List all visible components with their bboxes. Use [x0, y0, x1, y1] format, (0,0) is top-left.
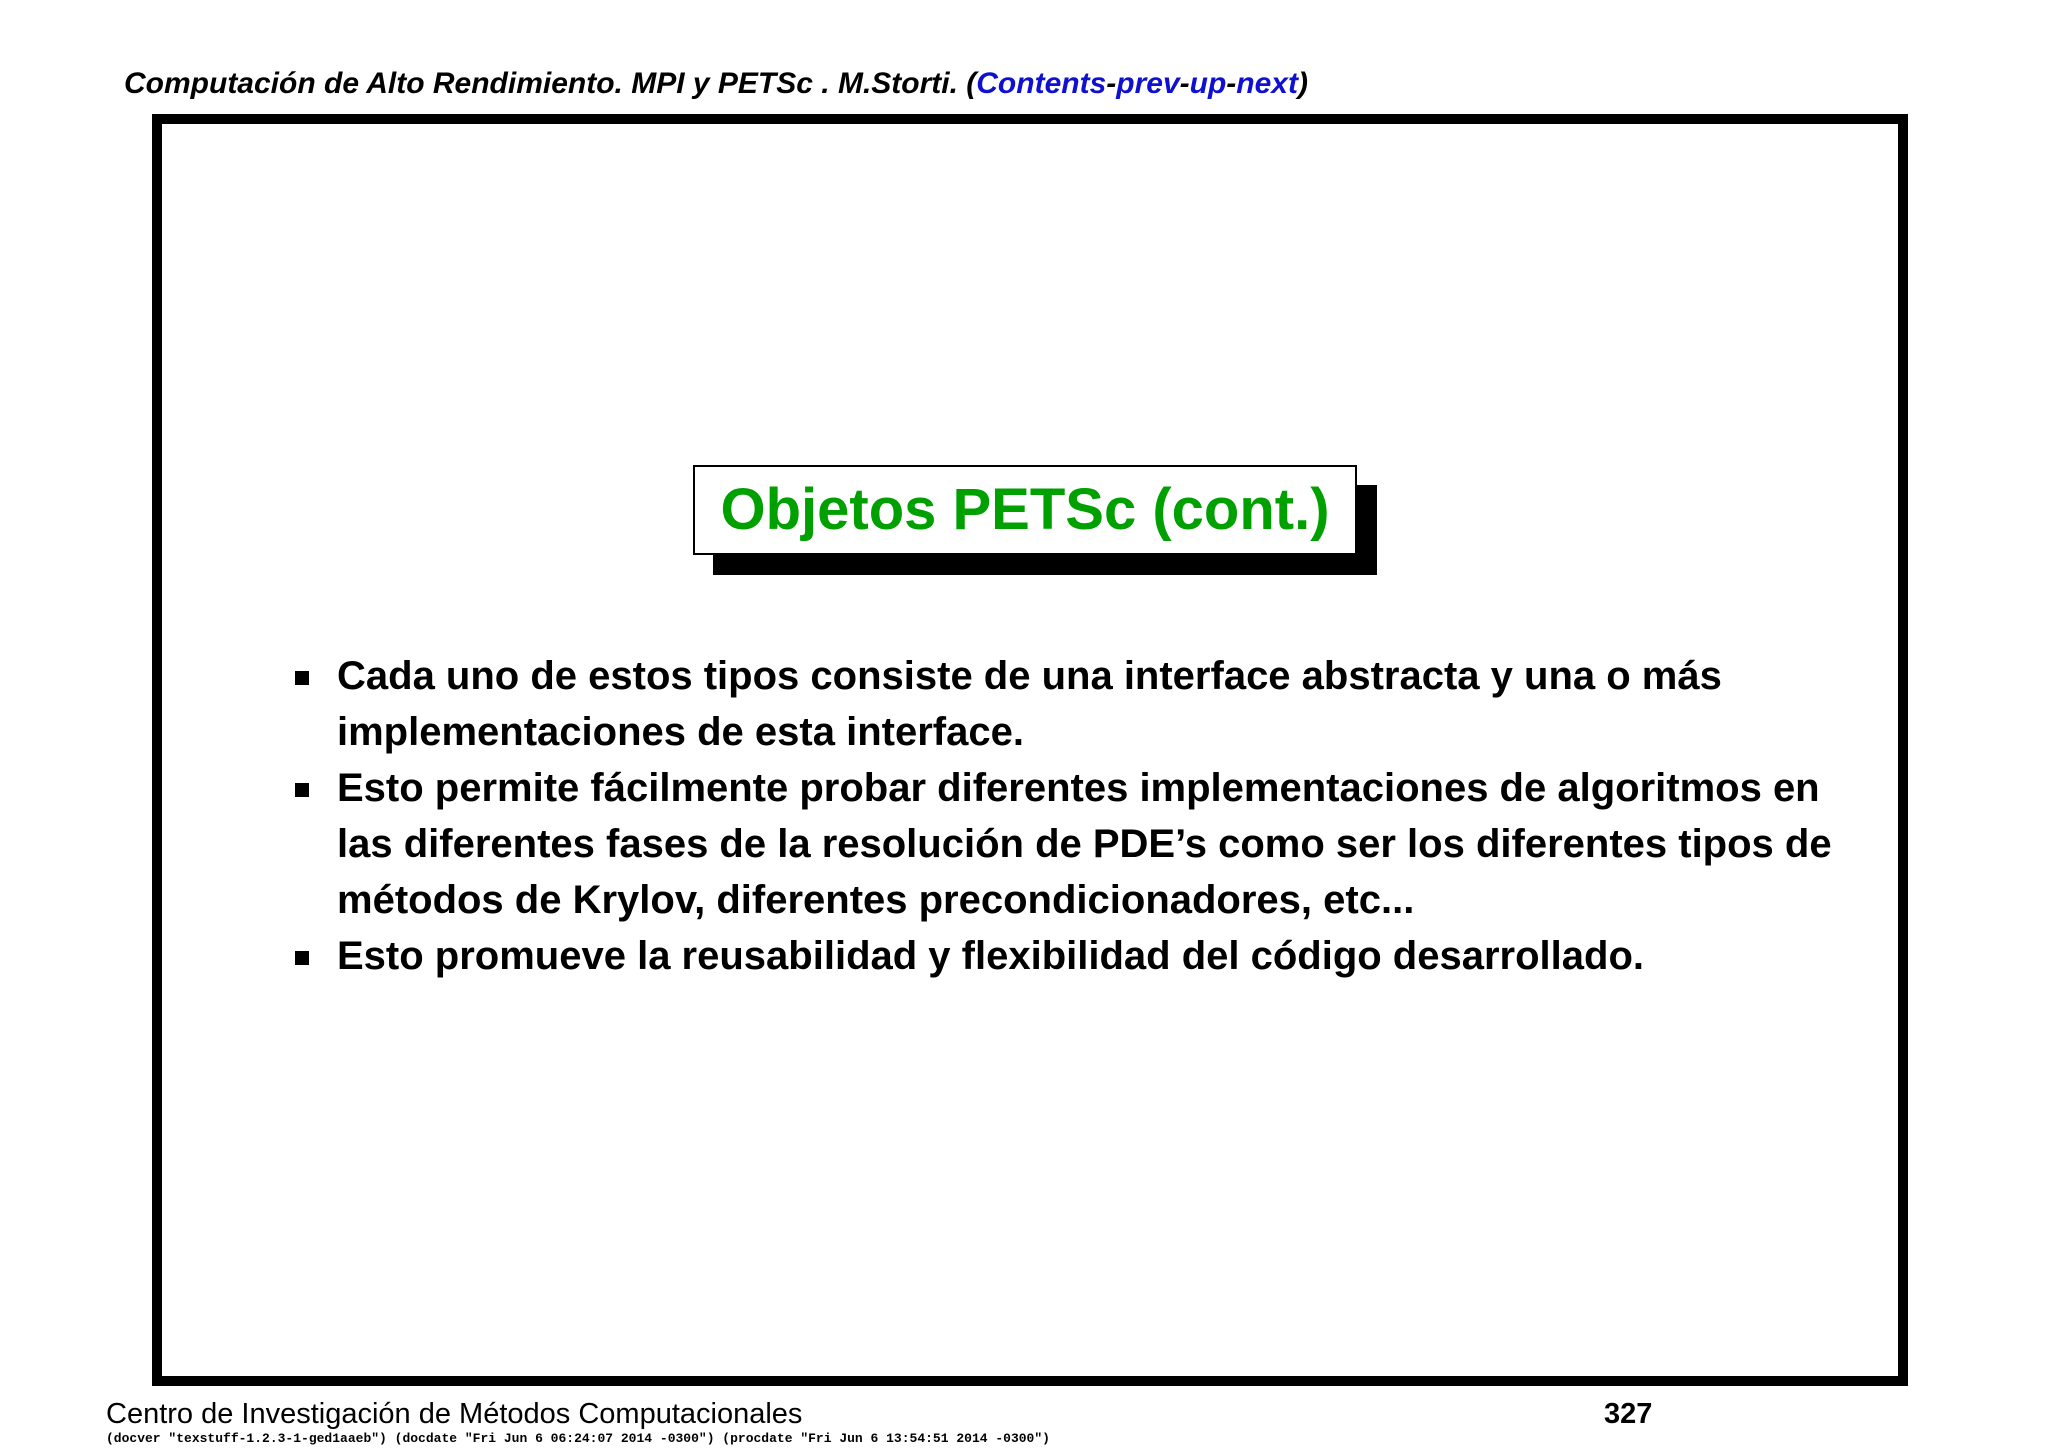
nav-separator: - [1226, 67, 1237, 100]
square-bullet-icon [295, 783, 309, 797]
nav-link-contents[interactable]: Contents [976, 67, 1107, 100]
nav-link-prev[interactable]: prev [1116, 67, 1180, 100]
square-bullet-icon [295, 671, 309, 685]
bullet-item [290, 648, 1850, 760]
footer-institution: Centro de Investigación de Métodos Computacionales [106, 1398, 803, 1430]
page-number: 327 [1604, 1398, 1653, 1430]
bullet-text: Esto permite fácilmente probar diferentes implementaciones de algoritmos en las diferentes fases de la resolución de PDE’s como ser los diferentes tipos de métodos de Krylov, diferentes precondicionadores, etc... [337, 766, 1832, 922]
nav-link-next[interactable]: next [1236, 67, 1298, 100]
bullet-item [290, 760, 1850, 928]
nav-separator: - [1179, 67, 1190, 100]
bullet-text: Esto promueve la reusabilidad y flexibilidad del código desarrollado. [337, 934, 1644, 978]
nav-link-up[interactable]: up [1189, 67, 1227, 100]
doc-version-info: (docver "texstuff-1.2.3-1-ged1aaeb") (docdate "Fri Jun 6 06:24:07 2014 -0300") (procdate "Fri Jun 6 13:54:51 2014 -0300") [106, 1431, 1050, 1446]
bullet-text: Cada uno de estos tipos consiste de una interface abstracta y una o más implementaciones de esta interface. [337, 654, 1722, 754]
nav-separator: - [1106, 67, 1117, 100]
header-title: Computación de Alto Rendimiento. MPI y PETSc . M.Storti. ( [124, 67, 977, 100]
bullet-item [290, 928, 1850, 984]
page-header [124, 64, 1308, 104]
square-bullet-icon [295, 951, 309, 965]
slide-title-box [693, 465, 1357, 555]
header-close-paren: ) [1297, 67, 1308, 100]
slide-title: Objetos PETSc (cont.) [720, 477, 1330, 542]
bullet-list [290, 648, 1850, 984]
